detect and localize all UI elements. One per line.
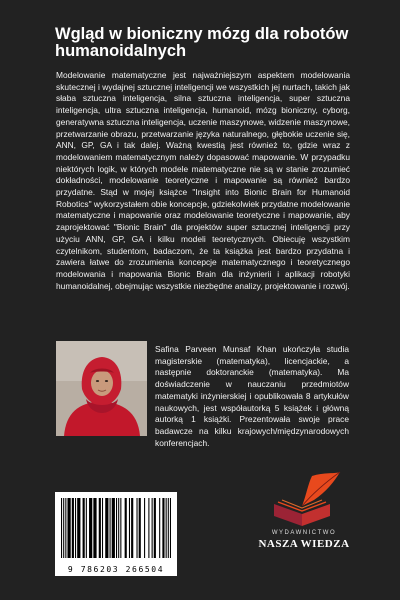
barcode-bar-31 (168, 498, 169, 558)
barcode-bar-13 (105, 498, 108, 558)
author-photo (56, 341, 147, 436)
barcode-bar-6 (77, 498, 80, 558)
book-title: Wgląd w bioniczny mózg dla robotów humanoidalnych (55, 25, 349, 60)
barcode-bar-23 (139, 498, 141, 558)
barcode-bar-32 (170, 498, 171, 558)
publisher-logo (244, 470, 364, 570)
barcode-bar-16 (116, 498, 117, 558)
barcode-bar-3 (67, 498, 70, 558)
barcode-bar-0 (61, 498, 62, 558)
publisher-name: NASZA WIEDZA (258, 538, 350, 550)
barcode-bar-18 (120, 498, 121, 558)
barcode-bar-11 (99, 498, 101, 558)
barcode-bars (55, 492, 177, 562)
barcode-bar-9 (89, 498, 92, 558)
barcode-bar-2 (65, 498, 66, 558)
author-bio: Safina Parveen Munsaf Khan ukończyła studia magisterskie (matematyka), licencjackie, a następnie doktoranckie (matematyka). Ma doświadczenie w nauczaniu przedmiotów matematyki inżynierskiej i opublikowała 8 artykułów naukowych, jest współautorką 5 książek i główną autorką 1 książki. Prezentowała swoje prace badawcze na kilku krajowych/międzynarodowych konferencjach. (155, 344, 349, 448)
barcode-bar-25 (148, 498, 149, 558)
barcode-bar-1 (63, 498, 64, 558)
barcode-bar-28 (159, 498, 160, 558)
barcode-bar-29 (162, 498, 164, 558)
barcode-bar-26 (152, 498, 153, 558)
barcode-bar-8 (86, 498, 87, 558)
barcode-bar-4 (72, 498, 74, 558)
barcode-digits: 9 786203 266504 (67, 565, 165, 574)
barcode-bar-20 (129, 498, 130, 558)
feather-book-icon (264, 470, 344, 528)
barcode-bar-19 (125, 498, 127, 558)
barcode-bar-21 (131, 498, 133, 558)
barcode-bar-14 (110, 498, 111, 558)
barcode-bar-17 (118, 498, 119, 558)
barcode-bar-22 (136, 498, 137, 558)
barcode-bar-12 (102, 498, 103, 558)
barcode-bar-5 (75, 498, 76, 558)
barcode-bar-15 (112, 498, 115, 558)
barcode-bar-27 (154, 498, 156, 558)
barcode-bar-10 (93, 498, 96, 558)
barcode-bar-7 (83, 498, 85, 558)
book-description: Modelowanie matematyczne jest najważniejszym aspektem modelowania skutecznej i wydajnej sztucznej inteligencji we wszystkich jej nurtach, takich jak słaba sztuczna inteligencja, silna sztuczna inteligencja, super sztuczna inteligencja, ultra sztuczna inteligencja, humanoid, mózg bioniczny, cyborg, generatywna sztuczna inteligencja, uczenie maszynowe, widzenie maszynowe, przetwarzanie obrazu, przetwarzanie języka naturalnego, głębokie uczenie się, ANN, GP, GA i tak dalej. Ważną kwestią jest również to, gdzie wraz z modelowaniem matematycznym należy dopasować mapowanie. W przypadku niektórych logik, w których modele matematyczne nie są w stanie zrozumieć dokładności, modelowanie teoretyczne i mapowanie są również bardzo przydatne. Stąd w mojej książce "Insight into Bionic Brain for Humanoid Robotics" wykorzystałem obie koncepcje, gdziekolwiek przydatne modelowanie matematyczne i mapowanie oraz modelowanie teoretyczne i mapowanie, aby zaprojektować "Bionic Brain" dla projektów super sztucznej inteligencji przy użyciu ANN, GP, GA i kilku modeli teoretycznych. Obiecuję wszystkim czytelnikom, studentom, badaczom, że ta książka jest bardzo przydatna i zawiera łatwe do zrozumienia koncepcje matematycznego i teoretycznego modelowania i mapowania Bionic Brain dla inżynierii i aplikacji robotyki humanoidalnej, obejmując wszystkie niezbędne analizy, projektowanie i rozwój. (56, 70, 350, 291)
publisher-label: WYDAWNICTWO (271, 530, 337, 536)
isbn-barcode (55, 492, 177, 576)
barcode-bar-30 (166, 498, 167, 558)
author-portrait-icon (56, 341, 147, 436)
barcode-bar-24 (144, 498, 145, 558)
